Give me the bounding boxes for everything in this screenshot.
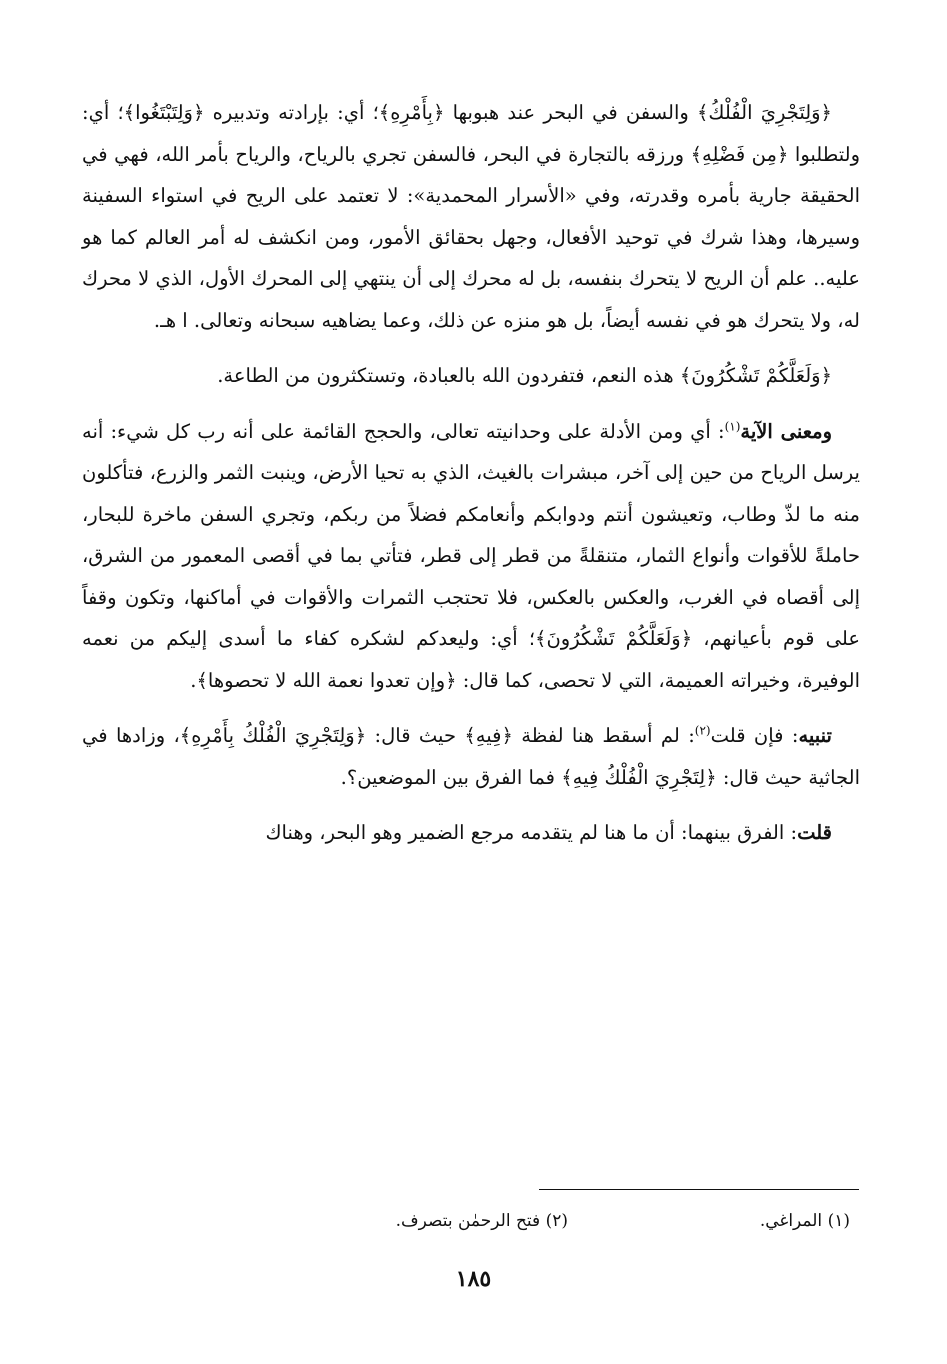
paragraph-4-lead-after: : فإن قلت: [710, 724, 799, 747]
paragraph-5-text: : الفرق بينهما: أن ما هنا لم يتقدمه مرجع الضمير وهو البحر، وهناك: [265, 821, 798, 844]
footnote-1: [760, 1207, 850, 1235]
paragraph-3: [82, 411, 860, 702]
paragraph-4-text: : لم أسقط هنا لفظة ﴿فِيهِ﴾ حيث قال: ﴿وَلِتَجْرِيَ الْفُلْكُ بِأَمْرِهِ﴾، وزادها في الجاثية حيث قال: ﴿لِتَجْرِيَ الْفُلْكُ فِيهِ﴾ فما الفرق بين الموضعين؟.: [82, 724, 860, 789]
footnote-2: [396, 1207, 568, 1235]
footnote-divider: [539, 1189, 859, 1190]
page-body: [82, 92, 860, 868]
paragraph-3-text: : أي ومن الأدلة على وحدانيته تعالى، والحجج القائمة على أنه رب كل شيء: أنه يرسل الرياح من حين إلى آخر، مبشرات بالغيث، الذي به تحيا الأرض، وينبت الثمر والزرع، فتأكلون منه ما لذّ وطاب، وتعيشون أنتم ودوابكم وأنعامكم فضلاً من ربكم، وتجري السفن ماخرة للبحار، حاملةً للأقوات وأنواع الثمار، متنقلةً من قطر إلى قطر، فتأتي بما في أقصى المعمور من الشرق، إلى أقصاه في الغرب، والعكس بالعكس، فلا تحتجب الثمرات والأقوات في أماكنها، وتكون وقفاً على قوم بأعيانهم، ﴿وَلَعَلَّكُمْ تَشْكُرُونَ﴾؛ أي: وليعدكم لشكره كفاء ما أسدى إليكم من نعمه الوفيرة، وخيراته العميمة، التي لا تحصى، كما قال: ﴿وإن تعدوا نعمة الله لا تحصوها﴾.: [82, 419, 860, 692]
footnote-ref-1: (١): [724, 419, 741, 433]
paragraph-4: [82, 715, 860, 798]
paragraph-2: [82, 355, 860, 397]
paragraph-5-lead: قلت: [797, 821, 832, 844]
footnote-1-text: المراغي.: [759, 1211, 823, 1231]
paragraph-4-lead: تنبيه: [798, 724, 832, 747]
paragraph-1: [82, 92, 860, 341]
footnote-ref-2: (٢): [694, 723, 711, 738]
paragraph-5: [82, 812, 860, 854]
paragraph-3-lead: ومعنى الآية: [740, 419, 832, 443]
paragraph-2-text: ﴿وَلَعَلَّكُمْ تَشْكُرُونَ﴾ هذه النعم، فتفردون الله بالعبادة، وتستكثرون من الطاعة.: [217, 364, 832, 387]
footnote-2-text: فتح الرحمٰن بتصرف.: [395, 1211, 541, 1231]
footnote-2-number: (٢): [545, 1211, 568, 1231]
footnote-1-number: (١): [827, 1211, 850, 1231]
paragraph-1-text: ﴿وَلِتَجْرِيَ الْفُلْكُ﴾ والسفن في البحر عند هبوبها ﴿بِأَمْرِهِ﴾؛ أي: بإرادته وتدبيره ﴿وَلِتَبْتَغُوا﴾؛ أي: ولتطلبوا ﴿مِن فَضْلِهِ﴾ ورزقه بالتجارة في البحر، فالسفن تجري بالرياح، والرياح بأمر الله، فهي في الحقيقة جارية بأمره وقدرته، وفي «الأسرار المحمدية»: لا تعتمد على الريح في استواء السفينة وسيرها، وهذا شرك في توحيد الأفعال، وجهل بحقائق الأمور، ومن انكشف له أمر العالم كما هو عليه.. علم أن الريح لا يتحرك بنفسه، بل له محرك إلى أن ينتهي إلى المحرك الأول، الذي لا محرك له، ولا يتحرك هو في نفسه أيضاً، بل هو منزه عن ذلك، وعما يضاهيه سبحانه وتعالى. ا هـ.: [82, 101, 860, 332]
page-number: ١٨٥: [455, 1266, 492, 1292]
